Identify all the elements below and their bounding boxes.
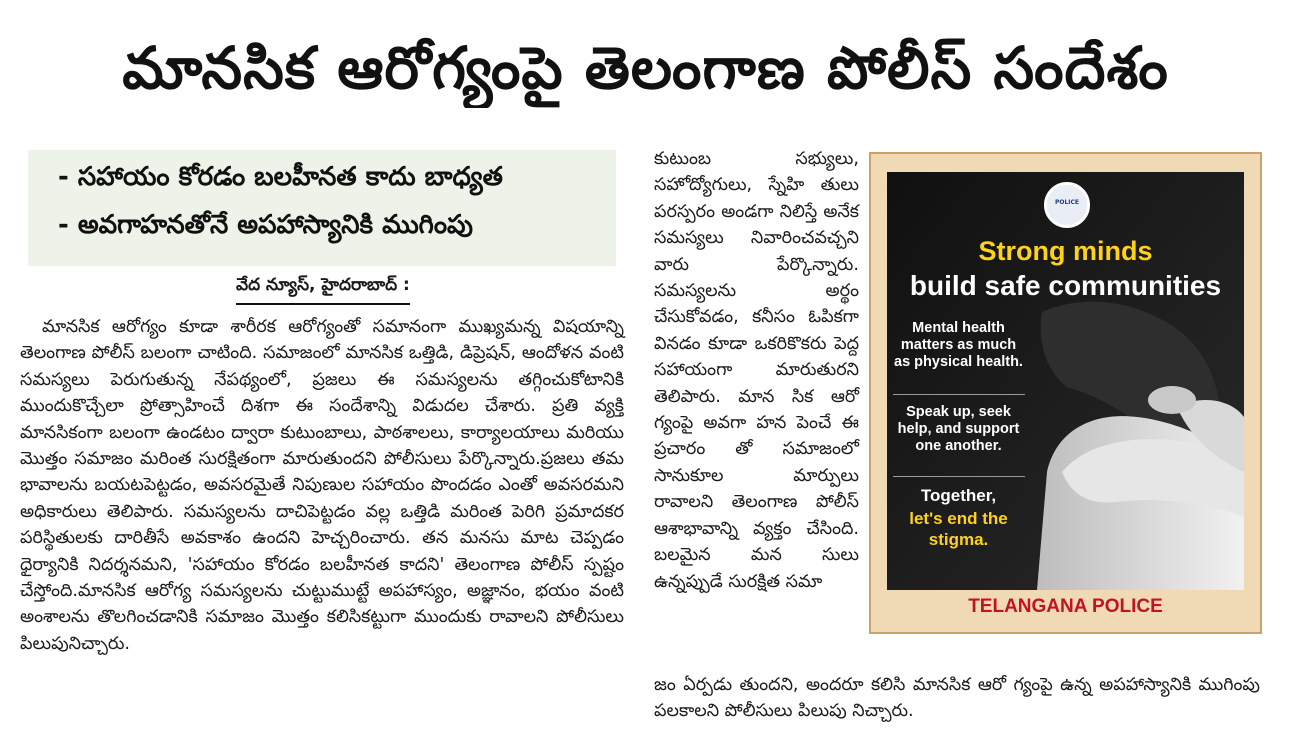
poster-end-stigma: let's end the stigma. xyxy=(909,509,1008,549)
awareness-poster xyxy=(869,152,1262,634)
subheadline-box xyxy=(28,150,616,266)
bottom-text-paragraph: జం ఏర్పడు తుందని, అందరూ కలిసి మానసిక ఆరో గ్యంపై ఉన్న అపహాస్యానికి ముగింపు పలకాలని పోలీసులు పిలుపు నిచ్చారు. xyxy=(654,675,1260,722)
poster-divider-2 xyxy=(893,476,1025,477)
poster-heading-line1: Strong minds xyxy=(978,236,1153,266)
subheadline-1: - సహాయం కోరడం బలహీనత కాదు బాధ్యత xyxy=(58,162,503,192)
badge-label: POLICE xyxy=(1054,199,1080,206)
poster-message-1: Mental health matters as much as physical health. xyxy=(894,320,1023,370)
article-right-column xyxy=(654,146,859,595)
police-emblem-icon xyxy=(1044,182,1090,228)
left-column-text: మానసిక ఆరోగ్యం కూడా శారీరక ఆరోగ్యంతో సమానంగా ముఖ్యమన్న విషయాన్ని తెలంగాణ పోలీస్ బలంగా చాటింది. సమాజంలో మానసిక ఒత్తిడి, డిప్రెషన్, ఆందోళన వంటి సమస్యలు పెరుగుతున్న నేపథ్యంలో, ప్రజలు ఈ సమస్యలను తగ్గించుకోటానికి ముందుకొచ్చేలా ప్రోత్సాహించే దిశగా ఈ సందేశాన్ని విడుదల చేశారు. ప్రతి వ్యక్తి మానసికంగా బలంగా ఉండటం ద్వారా కుటుంబాలు, పాఠశాలలు, కార్యాలయాలు మరియు మొత్తం సమాజం మరింత సురక్షితంగా మారుతుందని పోలీసులు పేర్కొన్నారు.ప్రజలు తమ భావాలను బయటపెట్టడం, అవసరమైతే నిపుణుల సహాయం పొందడం ఎంతో అవసరమని అధికారులు తెలిపారు. సమస్యలను దాచిపెట్టడం వల్ల ఒత్తిడి మరింత పెరిగి ప్రమాదకర పరిస్థితులకు దారితీసే అవకాశం ఉందని హెచ్చరించారు. తన మనసు మాట చెప్పడం ధైర్యానికి నిదర్శనమని, 'సహాయం కోరడం బలహీనత కాదని' తెలంగాణ పోలీస్ స్పష్టం చేస్తోంది.మానసిక ఆరోగ్య సమస్యలను చుట్టుముట్టే అపహాస్యం, అజ్ఞానం, భయం వంటి అంశాలను తొలగించడానికి సమాజం మొత్తం కలిసికట్టుగా ముందుకు రావాలని పోలీసులు పిలుపునిచ్చారు. xyxy=(20,317,624,654)
article-left-column xyxy=(20,314,624,657)
poster-together: Together, xyxy=(920,486,997,505)
poster-footer: TELANGANA POLICE xyxy=(968,596,1163,617)
poster-panel xyxy=(887,172,1244,590)
poster-divider-1 xyxy=(893,394,1025,395)
article-headline: మానసిక ఆరోగ్యంపై తెలంగాణ పోలీస్ సందేశం xyxy=(122,34,1169,102)
poster-message-2: Speak up, seek help, and support one another. xyxy=(897,404,1020,454)
article-bottom-text xyxy=(654,672,1260,725)
subheadline-2: - అవగాహనతోనే అపహాస్యానికి ముగింపు xyxy=(58,210,473,240)
dateline: వేద న్యూస్, హైదరాబాద్ : xyxy=(236,275,410,305)
right-column-text: కుటుంబ సభ్యులు, సహోద్యోగులు, స్నేహి తులు పరస్పరం అండగా నిలిస్తే అనేక సమస్యలు నివారించవచ్చని వారు పేర్కొన్నారు. సమస్యలను అర్థం చేసుకోవడం, కనీసం ఓపికగా వినడం కూడా ఒకరికొకరు పెద్ద సహాయంగా మారుతురని తెలిపారు. మాన సిక ఆరో గ్యంపై అవగా హన పెంచే ఈ ప్రచారం తో సమాజంలో సానుకూల మార్పులు రావాలని తెలంగాణ పోలీస్ ఆశాభావాన్ని వ్యక్తం చేసింది. బలమైన మన సులు ఉన్నప్పుడే సురక్షిత సమా xyxy=(654,149,859,592)
poster-heading-line2: build safe communities xyxy=(909,270,1222,301)
